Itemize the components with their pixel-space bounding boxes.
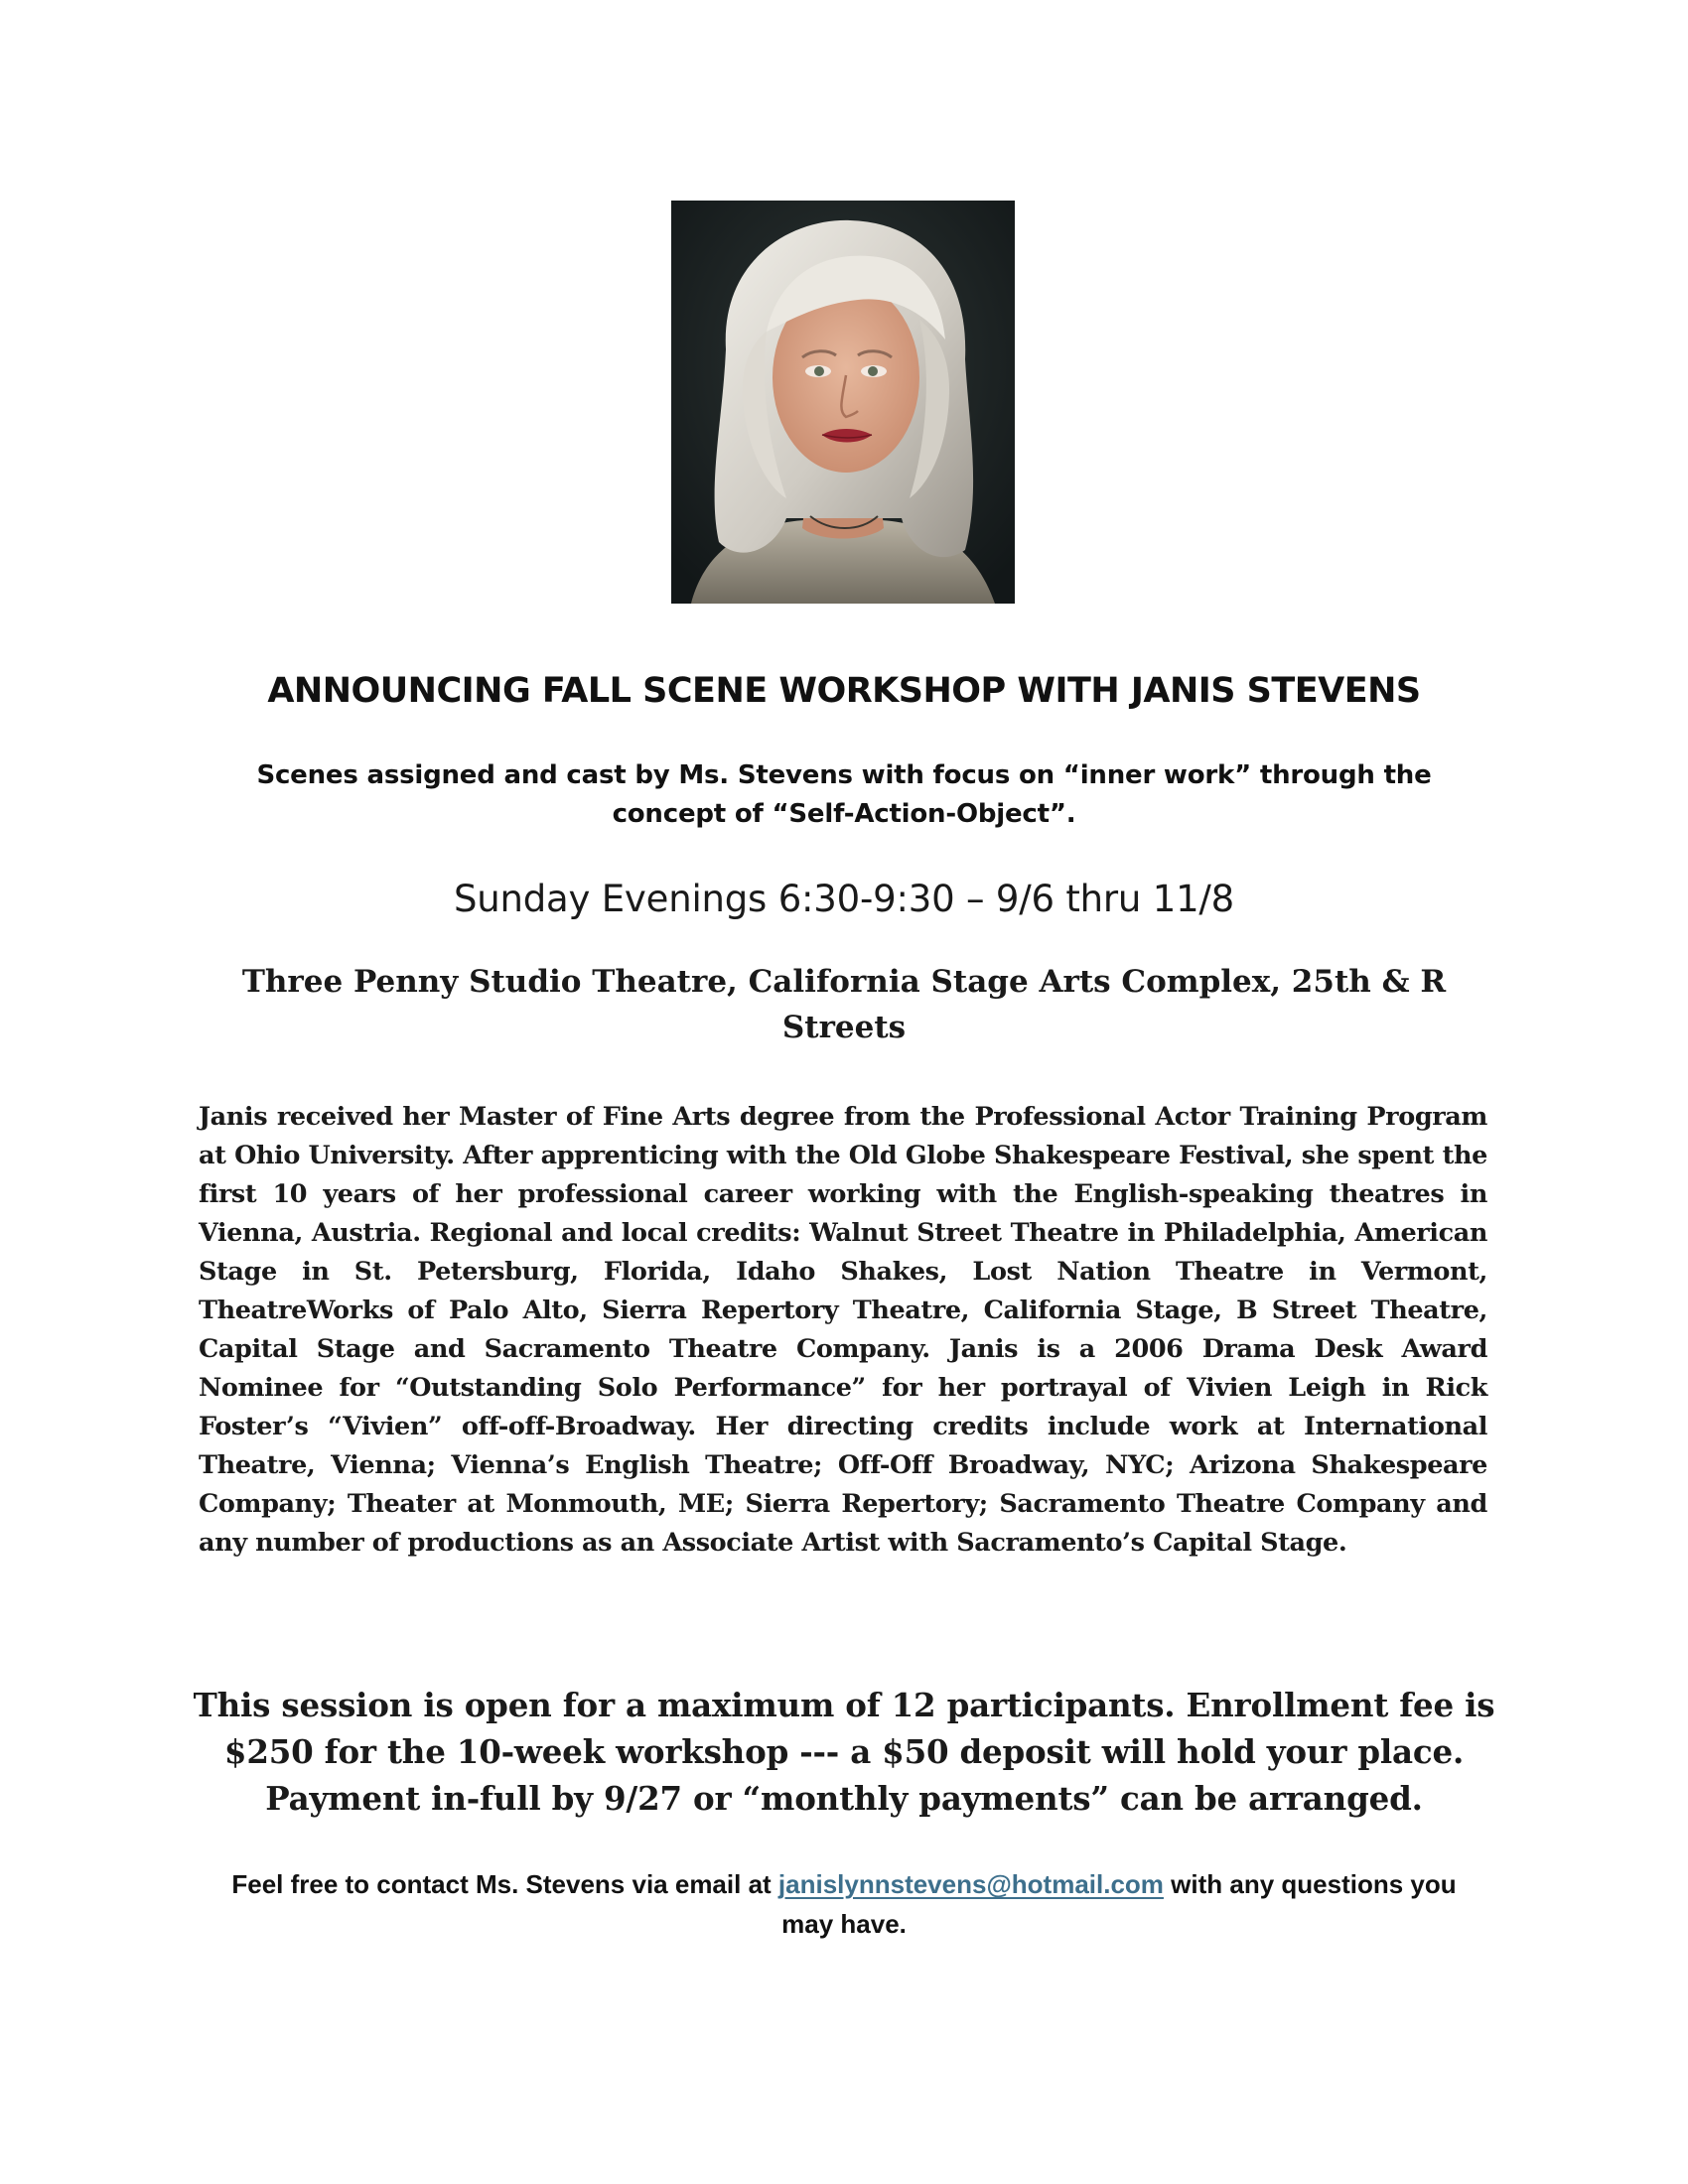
contact-prefix: Feel free to contact Ms. Stevens via email at — [231, 1869, 778, 1899]
contact-suffix: with any questions you may have. — [781, 1869, 1457, 1939]
schedule: Sunday Evenings 6:30-9:30 – 9/6 thru 11/8 — [453, 878, 1235, 920]
email-link[interactable]: janislynnstevens@hotmail.com — [777, 1869, 1164, 1899]
subhead: Scenes assigned and cast by Ms. Stevens with focus on “inner work” through the concept of “Self-Action-Object”. — [256, 760, 1432, 829]
portrait-illustration — [671, 201, 1015, 604]
contact-info — [218, 1864, 1470, 1944]
headline: ANNOUNCING FALL SCENE WORKSHOP WITH JANIS STEVENS — [267, 671, 1421, 711]
venue: Three Penny Studio Theatre, California Stage Arts Complex, 25th & R Streets — [241, 964, 1447, 1045]
portrait-photo — [671, 201, 1015, 604]
enrollment-info: This session is open for a maximum of 12 participants. Enrollment fee is $250 for the 10-week workshop --- a $50 deposit will hold your place. Payment in-full by 9/27 or “monthly payments” can be arranged. — [193, 1686, 1495, 1818]
bio-paragraph: Janis received her Master of Fine Arts degree from the Professional Actor Training Program at Ohio University. After apprenticing with the Old Globe Shakespeare Festival, she spent the first 10 years of her professional career working with the English-speaking theatres in Vienna, Austria. Regional and local credits: Walnut Street Theatre in Philadelphia, American Stage in St. Petersburg, Florida, Idaho Shakes, Lost Nation Theatre in Vermont, TheatreWorks of Palo Alto, Sierra Repertory Theatre, California Stage, B Street Theatre, Capital Stage and Sacramento Theatre Company. Janis is a 2006 Drama Desk Award Nominee for “Outstanding Solo Performance” for her portrayal of Vivien Leigh in Rick Foster’s “Vivien” off-off-Broadway. Her directing credits include work at International Theatre, Vienna; Vienna’s English Theatre; Off-Off Broadway, NYC; Arizona Shakespeare Company; Theater at Monmouth, ME; Sierra Repertory; Sacramento Theatre Company and any number of productions as an Associate Artist with Sacramento’s Capital Stage. — [199, 1102, 1487, 1558]
